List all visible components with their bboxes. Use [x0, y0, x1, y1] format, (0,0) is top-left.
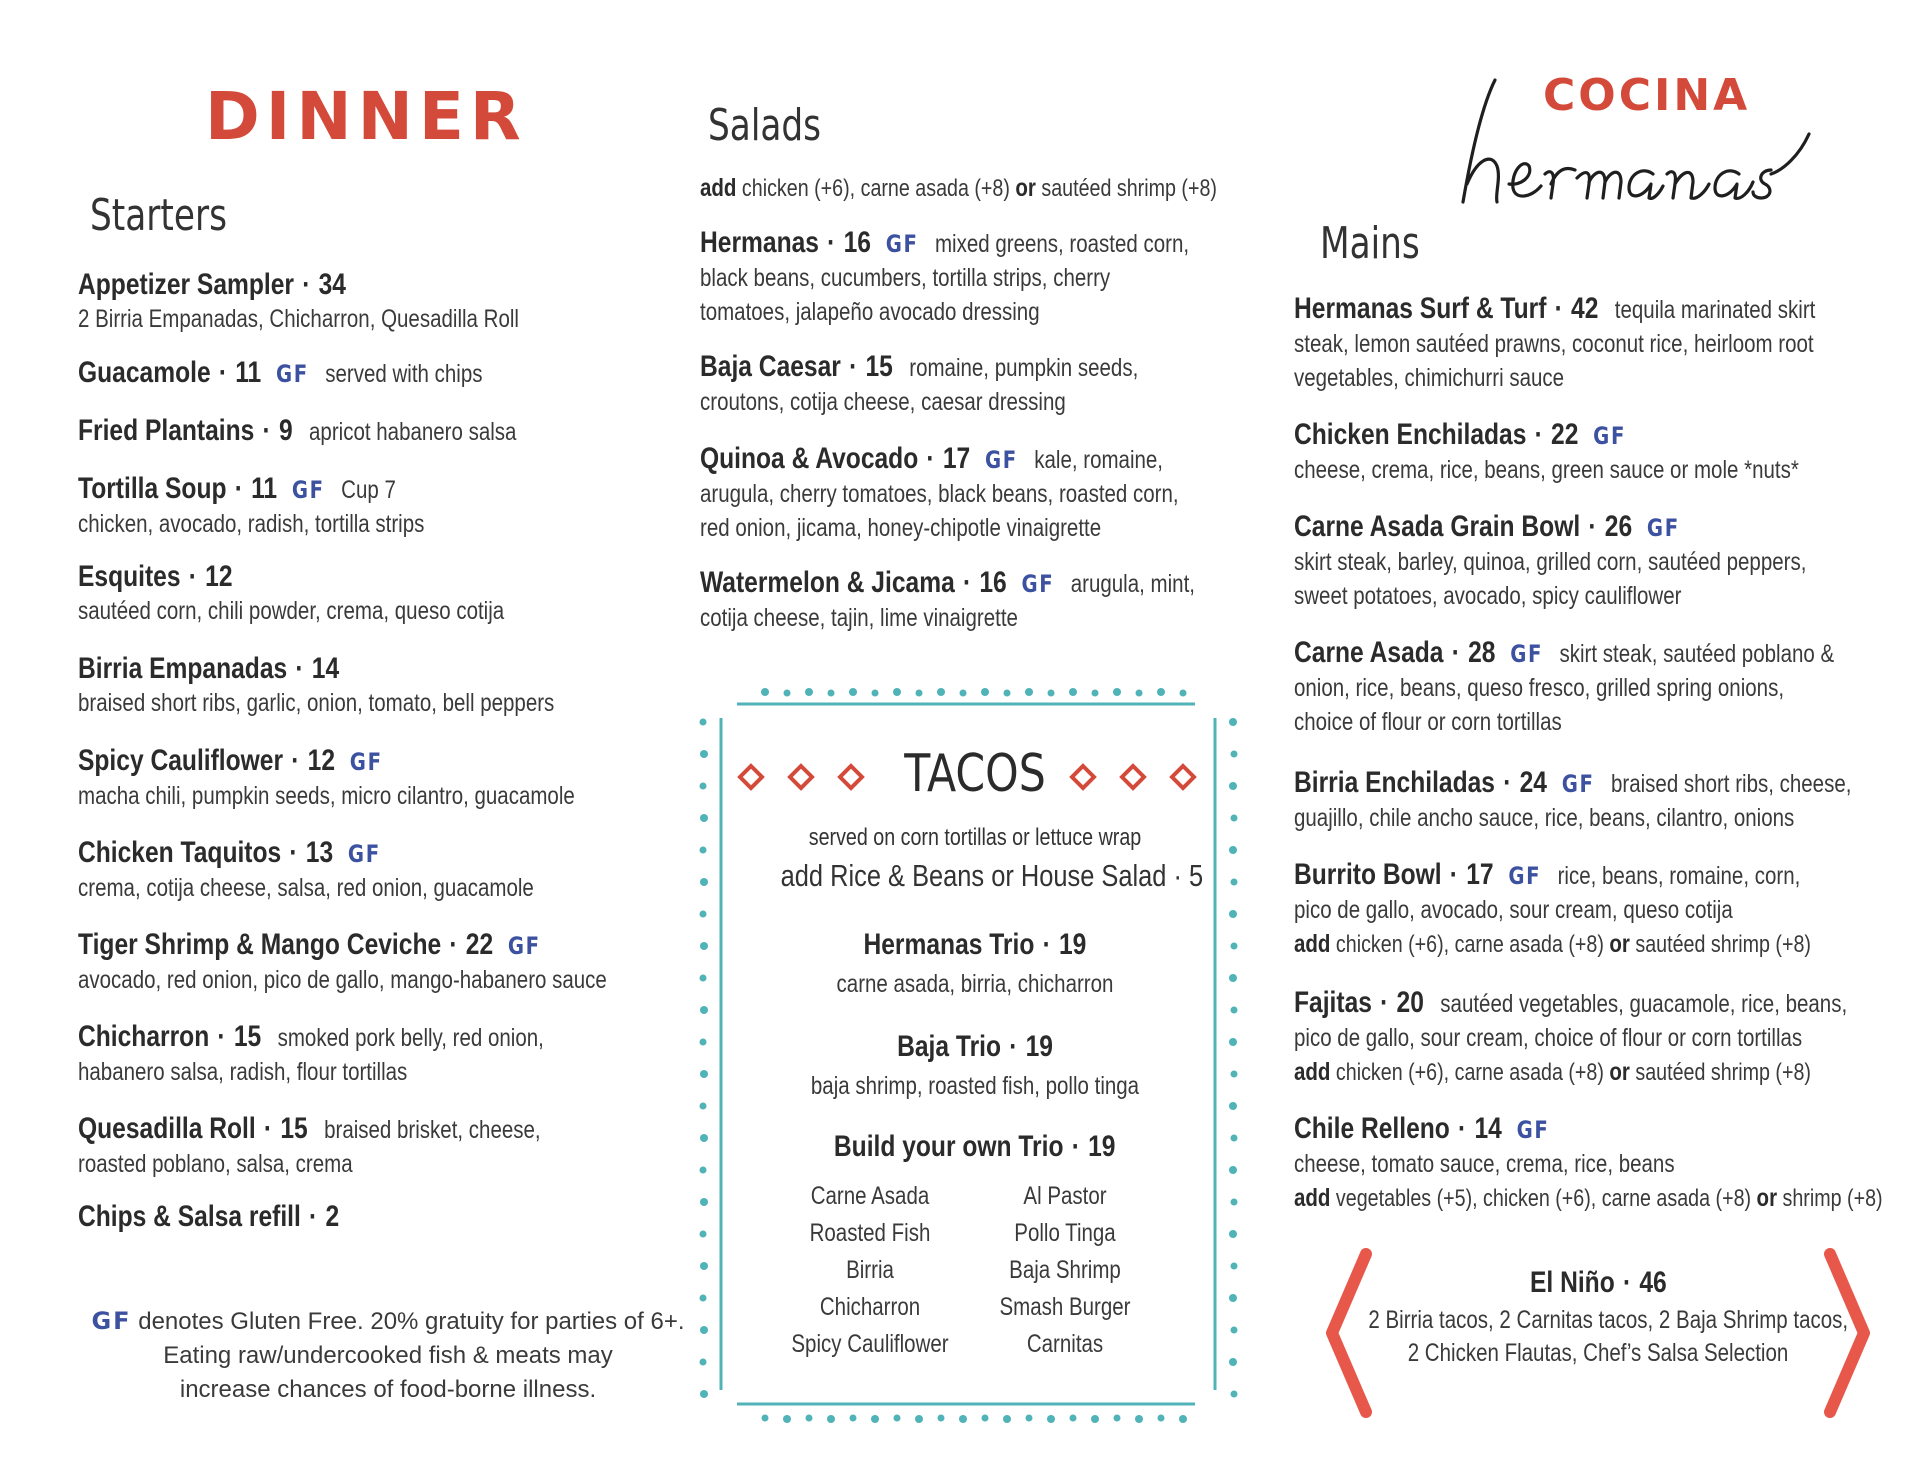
gluten-free-badge: GF [1561, 770, 1595, 798]
main-add-text: chicken (+6), carne asada (+8) [1335, 931, 1604, 958]
add-word: add [1294, 1184, 1331, 1212]
starter-title-line [78, 1112, 603, 1147]
starter-inline-desc: smoked pork belly, red onion, [277, 1024, 544, 1052]
starter-desc: avocado, red onion, pico de gallo, mango-habanero sauce [78, 966, 607, 994]
starter-title-line [78, 744, 603, 779]
main-price: 22 [1551, 418, 1579, 451]
price-separator: · [1503, 766, 1512, 799]
price-separator: · [295, 652, 304, 685]
starter-name: Quesadilla Roll [78, 1112, 256, 1145]
starter-inline-desc: Cup 7 [341, 476, 396, 504]
price-separator: · [1458, 1112, 1467, 1145]
salads-add-text-2: sautéed shrimp (+8) [1041, 175, 1217, 202]
taco-trio-name: Build your own Trio [834, 1130, 1064, 1163]
starter-item [78, 1020, 718, 1089]
starter-name: Esquites [78, 560, 181, 593]
salad-name: Baja Caesar [700, 350, 841, 383]
starter-desc: chicken, avocado, radish, tortilla strips [78, 510, 425, 538]
starter-item [78, 414, 718, 449]
salad-name: Quinoa & Avocado [700, 442, 919, 475]
dinner-heading: DINNER [205, 78, 527, 155]
gluten-free-badge: GF [507, 932, 541, 960]
el-nino-title [1530, 1266, 1667, 1300]
salad-name: Watermelon & Jicama [700, 566, 955, 599]
or-word: or [1015, 174, 1036, 202]
starter-name: Fried Plantains [78, 414, 255, 447]
price-separator: · [962, 566, 972, 599]
main-add-text-2: shrimp (+8) [1782, 1185, 1883, 1212]
starter-price: 12 [307, 744, 336, 777]
price-separator: · [218, 356, 228, 389]
main-add-options [1294, 927, 1811, 962]
gluten-free-badge: GF [347, 840, 381, 868]
main-item [1294, 292, 1904, 395]
salad-inline-desc: arugula, mint, [1070, 570, 1195, 598]
taco-option: Carnitas [1026, 1330, 1104, 1358]
starter-name: Chicharron [78, 1020, 210, 1053]
main-add-text: vegetables (+5), chicken (+6), carne asada (+8) [1335, 1185, 1752, 1212]
taco-trio-desc: carne asada, birria, chicharron [836, 970, 1114, 998]
main-price: 24 [1519, 766, 1547, 799]
starter-price: 9 [278, 414, 293, 447]
mains-heading: Mains [1320, 218, 1420, 269]
taco-option: Al Pastor [1023, 1182, 1107, 1210]
salad-title-line [700, 350, 1225, 385]
salad-item [700, 350, 1340, 419]
main-item [1294, 636, 1904, 739]
taco-trio [738, 1130, 1212, 1169]
starter-price: 34 [318, 268, 346, 301]
taco-option: Spicy Cauliflower [791, 1330, 949, 1358]
starter-name: Appetizer Sampler [78, 268, 295, 301]
starter-price: 15 [280, 1112, 308, 1145]
price-separator: · [827, 226, 836, 259]
salad-item [700, 442, 1340, 545]
main-price: 28 [1468, 636, 1496, 669]
starter-price: 15 [233, 1020, 262, 1053]
starter-desc: braised short ribs, garlic, onion, tomato, bell peppers [78, 689, 555, 717]
salad-price: 15 [865, 350, 893, 383]
starter-price: 13 [305, 836, 334, 869]
or-word: or [1756, 1184, 1778, 1212]
gluten-free-badge: GF [984, 446, 1018, 474]
gluten-free-badge: GF [275, 360, 309, 388]
starter-item [78, 1200, 718, 1234]
starter-price: 11 [251, 472, 278, 505]
gluten-free-badge: GF [885, 230, 919, 258]
starter-title-line [78, 414, 603, 449]
salads-add-text: chicken (+6), carne asada (+8) [741, 175, 1010, 202]
main-inline-desc: skirt steak, sautéed poblano & [1559, 640, 1835, 668]
main-item [1294, 986, 1904, 1090]
main-title-line [1294, 766, 1852, 801]
taco-trio-price: 19 [1025, 1030, 1053, 1063]
starter-item [78, 652, 718, 720]
price-separator: · [1072, 1130, 1081, 1163]
main-desc: cheese, tomato sauce, crema, rice, beans [1294, 1150, 1675, 1178]
starter-inline-desc: braised brisket, cheese, [324, 1116, 541, 1144]
cocina-logo-text: COCINA [1543, 70, 1751, 121]
tacos-served-note: served on corn tortillas or lettuce wrap [808, 824, 1142, 851]
starter-title-line [78, 356, 603, 391]
main-add-text-2: sautéed shrimp (+8) [1635, 1059, 1811, 1086]
price-separator: · [1554, 292, 1563, 325]
el-nino-desc-2: 2 Chicken Flautas, Chef’s Salsa Selection [1407, 1339, 1789, 1367]
main-name: Carne Asada Grain Bowl [1294, 510, 1581, 543]
main-title-line [1294, 418, 1794, 453]
main-name: Birria Enchiladas [1294, 766, 1495, 799]
taco-trio [738, 928, 1212, 1001]
main-item [1294, 766, 1904, 835]
main-desc: skirt steak, barley, quinoa, grilled corn, sautéed peppers, [1294, 548, 1807, 576]
main-inline-desc: braised short ribs, cheese, [1610, 770, 1852, 798]
taco-trio-price: 19 [1088, 1130, 1116, 1163]
gluten-free-badge: GF [1593, 422, 1627, 450]
starter-name: Tortilla Soup [78, 472, 227, 505]
main-name: Chicken Enchiladas [1294, 418, 1527, 451]
main-title-line [1294, 636, 1835, 671]
starter-name: Tiger Shrimp & Mango Ceviche [78, 928, 442, 961]
main-item [1294, 510, 1904, 613]
main-add-options [1294, 1181, 1883, 1216]
starter-item [78, 560, 718, 628]
salad-desc: black beans, cucumbers, tortilla strips, cherry [700, 264, 1111, 292]
main-desc: choice of flour or corn tortillas [1294, 708, 1562, 736]
starter-price: 11 [235, 356, 262, 389]
note-line-2: Eating raw/undercooked fish & meats may [163, 1342, 613, 1369]
salad-inline-desc: kale, romaine, [1034, 446, 1164, 474]
add-word: add [700, 174, 737, 202]
starter-title-line [78, 268, 603, 302]
gluten-free-badge: GF [1516, 1116, 1550, 1144]
add-word: add [1294, 930, 1331, 958]
taco-trio-desc: baja shrimp, roasted fish, pollo tinga [810, 1072, 1140, 1100]
salad-price: 17 [942, 442, 971, 475]
gluten-free-badge: GF [1510, 640, 1544, 668]
main-add-options [1294, 1055, 1811, 1090]
salad-inline-desc: romaine, pumpkin seeds, [909, 354, 1139, 382]
main-name: Burrito Bowl [1294, 858, 1442, 891]
main-title-line [1294, 292, 1816, 327]
add-word: add [1294, 1058, 1331, 1086]
main-name: Hermanas Surf & Turf [1294, 292, 1547, 325]
starter-desc: crema, cotija cheese, salsa, red onion, guacamole [78, 874, 534, 902]
main-title-line [1294, 986, 1848, 1021]
starter-price: 2 [325, 1200, 340, 1233]
price-separator: · [1622, 1266, 1631, 1299]
starter-desc: habanero salsa, radish, flour tortillas [78, 1058, 408, 1086]
starter-price: 14 [311, 652, 340, 685]
salad-name: Hermanas [700, 226, 819, 259]
starter-title-line [78, 928, 603, 963]
price-separator: · [1042, 928, 1051, 961]
price-separator: · [217, 1020, 226, 1053]
main-desc: guajillo, chile ancho sauce, rice, beans, cilantro, onions [1294, 804, 1795, 832]
gf-label: GF [91, 1307, 132, 1335]
starter-title-line [78, 836, 603, 871]
main-inline-desc: sautéed vegetables, guacamole, rice, beans, [1440, 990, 1848, 1018]
el-nino-desc-1: 2 Birria tacos, 2 Carnitas tacos, 2 Baja Shrimp tacos, [1368, 1306, 1849, 1334]
starter-name: Guacamole [78, 356, 211, 389]
price-separator: · [1449, 858, 1458, 891]
salad-desc: cotija cheese, tajin, lime vinaigrette [700, 604, 1018, 632]
salad-desc: red onion, jicama, honey-chipotle vinaigrette [700, 514, 1102, 542]
starter-item [78, 268, 718, 336]
price-separator: · [1009, 1030, 1018, 1063]
price-separator: · [234, 472, 243, 505]
taco-trio [738, 1030, 1212, 1103]
taco-trio-title [897, 1030, 1053, 1064]
salad-desc: arugula, cherry tomatoes, black beans, roasted corn, [700, 480, 1179, 508]
tacos-addon: add Rice & Beans or House Salad · 5 [780, 858, 1204, 893]
starter-item [78, 472, 718, 541]
gluten-free-badge: GF [1021, 570, 1055, 598]
starter-desc: macha chili, pumpkin seeds, micro cilantro, guacamole [78, 782, 575, 810]
price-separator: · [849, 350, 858, 383]
main-item [1294, 858, 1904, 962]
main-price: 14 [1474, 1112, 1502, 1145]
gluten-free-badge: GF [1646, 514, 1680, 542]
price-separator: · [289, 836, 298, 869]
starter-inline-desc: apricot habanero salsa [309, 418, 517, 446]
salad-title-line [700, 226, 1225, 261]
price-separator: · [263, 1112, 273, 1145]
gluten-free-note [88, 1304, 688, 1407]
starter-item [78, 744, 718, 813]
taco-option: Smash Burger [999, 1293, 1131, 1321]
price-separator: · [1380, 986, 1389, 1019]
price-separator: · [302, 268, 311, 301]
salad-price: 16 [843, 226, 871, 259]
price-separator: · [926, 442, 935, 475]
taco-options-left [770, 1178, 970, 1363]
starter-price: 22 [465, 928, 494, 961]
starter-item [78, 356, 718, 391]
or-word: or [1609, 1058, 1630, 1086]
starter-title-line [78, 560, 603, 594]
main-add-text-2: sautéed shrimp (+8) [1635, 931, 1811, 958]
main-desc: pico de gallo, avocado, sour cream, queso cotija [1294, 896, 1733, 924]
starter-desc: 2 Birria Empanadas, Chicharron, Quesadilla Roll [78, 305, 519, 333]
price-separator: · [449, 928, 458, 961]
main-inline-desc: tequila marinated skirt [1614, 296, 1816, 324]
taco-trio-title [864, 928, 1087, 962]
taco-option: Birria [846, 1256, 894, 1284]
salad-inline-desc: mixed greens, roasted corn, [934, 230, 1190, 258]
main-price: 42 [1571, 292, 1599, 325]
price-separator: · [309, 1200, 318, 1233]
main-desc: onion, rice, beans, queso fresco, grilled spring onions, [1294, 674, 1785, 702]
salad-price: 16 [979, 566, 1007, 599]
note-line-1: denotes Gluten Free. 20% gratuity for parties of 6+. [138, 1308, 685, 1335]
taco-option: Carne Asada [810, 1182, 930, 1210]
starter-title-line [78, 1200, 603, 1234]
starter-name: Spicy Cauliflower [78, 744, 284, 777]
taco-trio-title [834, 1130, 1116, 1164]
starter-title-line [78, 652, 603, 686]
starter-title-line [78, 472, 603, 507]
taco-trio-price: 19 [1059, 928, 1087, 961]
salad-desc: tomatoes, jalapeño avocado dressing [700, 298, 1040, 326]
starter-item [78, 1112, 718, 1181]
starter-name: Birria Empanadas [78, 652, 288, 685]
taco-option: Baja Shrimp [1009, 1256, 1121, 1284]
main-title-line [1294, 858, 1801, 893]
gluten-free-badge: GF [291, 476, 325, 504]
salad-item [700, 226, 1340, 329]
el-nino-special [1318, 1266, 1878, 1368]
main-inline-desc: rice, beans, romaine, corn, [1557, 862, 1801, 890]
starter-desc: roasted poblano, salsa, crema [78, 1150, 353, 1178]
taco-option: Pollo Tinga [1014, 1219, 1116, 1247]
main-price: 20 [1396, 986, 1424, 1019]
starter-inline-desc: served with chips [325, 360, 483, 388]
el-nino-name: El Niño [1529, 1266, 1615, 1299]
main-title-line [1294, 1112, 1794, 1147]
el-nino-price: 46 [1638, 1266, 1667, 1299]
taco-options-right [970, 1178, 1160, 1363]
main-item [1294, 1112, 1904, 1216]
starter-item [78, 928, 718, 997]
salad-title-line [700, 566, 1225, 601]
taco-option: Roasted Fish [809, 1219, 931, 1247]
starter-name: Chips & Salsa refill [78, 1200, 301, 1233]
starter-name: Chicken Taquitos [78, 836, 282, 869]
main-name: Fajitas [1294, 986, 1372, 1019]
salad-item [700, 566, 1340, 635]
price-separator: · [291, 744, 300, 777]
taco-trio-name: Hermanas Trio [863, 928, 1035, 961]
or-word: or [1609, 930, 1630, 958]
main-name: Carne Asada [1294, 636, 1444, 669]
main-name: Chile Relleno [1294, 1112, 1450, 1145]
gluten-free-badge: GF [349, 748, 383, 776]
gluten-free-badge: GF [1508, 862, 1542, 890]
starter-desc: sautéed corn, chili powder, crema, queso cotija [78, 597, 505, 625]
price-separator: · [1534, 418, 1543, 451]
salads-heading: Salads [708, 100, 822, 151]
main-desc: pico de gallo, sour cream, choice of flour or corn tortillas [1294, 1024, 1803, 1052]
price-separator: · [1588, 510, 1597, 543]
price-separator: · [262, 414, 271, 447]
hermanas-script-logo [1453, 74, 1853, 219]
starter-item [78, 836, 718, 905]
starter-title-line [78, 1020, 603, 1055]
main-item [1294, 418, 1904, 487]
tacos-title: TACOS [904, 744, 1046, 804]
main-price: 17 [1466, 858, 1494, 891]
salad-desc: croutons, cotija cheese, caesar dressing [700, 388, 1066, 416]
main-add-text: chicken (+6), carne asada (+8) [1335, 1059, 1604, 1086]
main-desc: cheese, crema, rice, beans, green sauce or mole *nuts* [1294, 456, 1799, 484]
salad-title-line [700, 442, 1225, 477]
starter-price: 12 [205, 560, 233, 593]
main-desc: vegetables, chimichurri sauce [1294, 364, 1565, 392]
taco-option: Chicharron [819, 1293, 921, 1321]
main-price: 26 [1604, 510, 1633, 543]
main-desc: sweet potatoes, avocado, spicy cauliflower [1294, 582, 1682, 610]
tacos-content [738, 744, 1212, 894]
starters-heading: Starters [90, 190, 227, 241]
main-title-line [1294, 510, 1794, 545]
note-line-3: increase chances of food-borne illness. [179, 1376, 597, 1403]
price-separator: · [1451, 636, 1460, 669]
price-separator: · [188, 560, 197, 593]
taco-trio-name: Baja Trio [897, 1030, 1001, 1063]
salads-add-options [700, 174, 1217, 203]
main-desc: steak, lemon sautéed prawns, coconut rice, heirloom root [1294, 330, 1814, 358]
